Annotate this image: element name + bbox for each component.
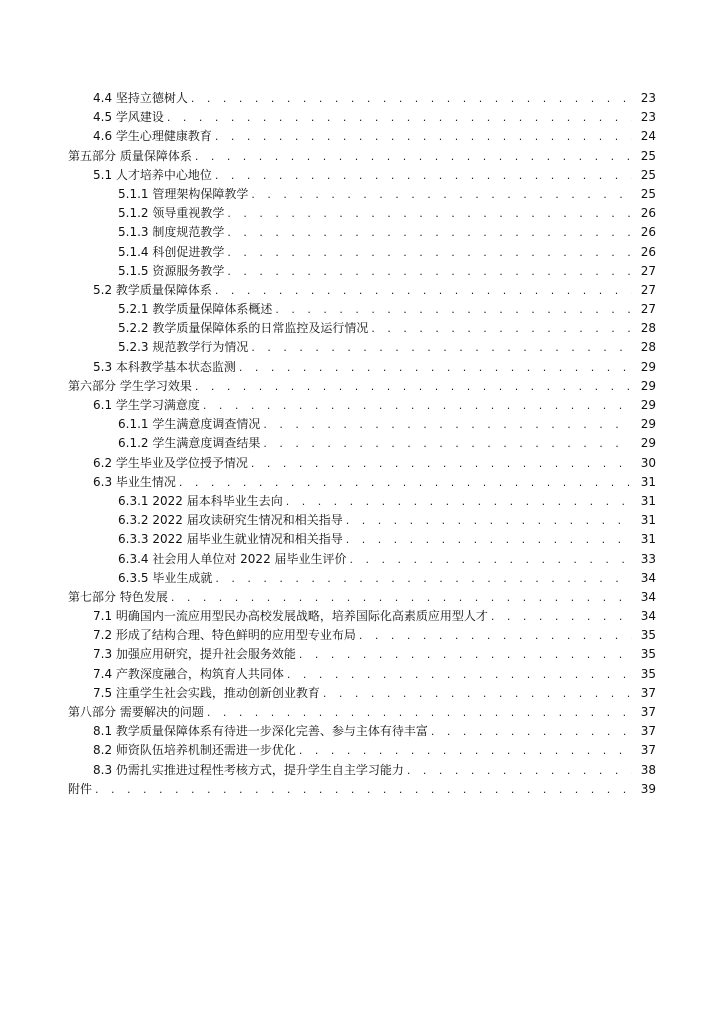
- toc-entry-title: 8.3 仍需扎实推进过程性考核方式，提升学生自主学习能力: [93, 762, 404, 777]
- toc-entry[interactable]: [68, 127, 656, 146]
- toc-entry[interactable]: [68, 377, 656, 396]
- toc-entry[interactable]: [68, 703, 656, 722]
- toc-entry[interactable]: [68, 166, 656, 185]
- toc-leader-dots: [179, 473, 632, 492]
- toc-entry-title: 6.3.5 毕业生成就: [118, 570, 213, 585]
- toc-entry-title: 5.1.3 制度规范教学: [118, 225, 225, 240]
- toc-leader-dots: [239, 358, 632, 377]
- toc-entry[interactable]: [68, 569, 656, 588]
- toc-entry-page-number: 35: [640, 628, 656, 643]
- toc-entry-page-number: 31: [640, 513, 656, 528]
- toc-entry[interactable]: [68, 454, 656, 473]
- toc-leader-dots: [203, 396, 632, 415]
- toc-entry-title: 6.1 学生学习满意度: [93, 398, 200, 412]
- toc-entry[interactable]: [68, 684, 656, 703]
- toc-entry[interactable]: [68, 223, 656, 242]
- toc-entry-page-number: 34: [640, 589, 656, 604]
- toc-entry[interactable]: [68, 319, 656, 338]
- toc-entry-title: 5.2.1 教学质量保障体系概述: [118, 302, 273, 317]
- toc-entry[interactable]: [68, 262, 656, 281]
- toc-entry-title: 5.2 教学质量保障体系: [93, 282, 212, 297]
- toc-entry[interactable]: [68, 108, 656, 127]
- toc-entry-title: 4.4 坚持立德树人: [93, 91, 188, 105]
- toc-entry-title: 7.4 产教深度融合，构筑育人共同体: [93, 666, 284, 681]
- toc-entry-title: 7.5 注重学生社会实践，推动创新创业教育: [93, 685, 320, 700]
- toc-entry[interactable]: [68, 281, 656, 300]
- toc-leader-dots: [215, 569, 632, 588]
- toc-entry-title: 6.1.2 学生满意度调查结果: [118, 436, 261, 451]
- toc-entry-page-number: 34: [640, 570, 656, 585]
- toc-leader-dots: [95, 780, 632, 799]
- toc-entry-page-number: 26: [640, 244, 656, 259]
- toc-leader-dots: [346, 511, 632, 530]
- toc-entry-title: 5.1.2 领导重视教学: [118, 206, 225, 221]
- toc-leader-dots: [346, 530, 632, 549]
- toc-entry-page-number: 39: [640, 781, 656, 796]
- toc-entry-page-number: 27: [640, 263, 656, 278]
- toc-entry-page-number: 27: [640, 282, 656, 297]
- toc-entry[interactable]: [68, 434, 656, 453]
- toc-entry-title: 6.3.2 2022 届攻读研究生情况和相关指导: [118, 513, 343, 528]
- toc-entry-page-number: 27: [640, 302, 656, 317]
- toc-entry-title: 7.1 明确国内一流应用型民办高校发展战略，培养国际化高素质应用型人才: [93, 609, 488, 624]
- toc-leader-dots: [227, 262, 632, 281]
- toc-entry-page-number: 33: [640, 551, 656, 566]
- toc-entry-page-number: 23: [640, 110, 656, 125]
- toc-leader-dots: [359, 626, 632, 645]
- toc-entry-page-number: 25: [640, 148, 656, 163]
- toc-entry[interactable]: [68, 358, 656, 377]
- table-of-contents: [68, 89, 656, 799]
- toc-entry-page-number: 29: [640, 378, 656, 393]
- toc-leader-dots: [491, 607, 632, 626]
- toc-entry-page-number: 35: [640, 647, 656, 662]
- toc-entry-title: 附件: [68, 781, 93, 796]
- toc-entry-title: 6.3 毕业生情况: [93, 474, 176, 489]
- toc-entry-page-number: 26: [640, 225, 656, 240]
- toc-leader-dots: [275, 300, 632, 319]
- toc-entry-page-number: 28: [640, 321, 656, 336]
- toc-entry-title: 7.3 加强应用研究，提升社会服务效能: [93, 647, 296, 662]
- toc-entry-title: 第七部分 特色发展: [68, 589, 168, 604]
- toc-entry-title: 5.2.2 教学质量保障体系的日常监控及运行情况: [118, 321, 369, 336]
- toc-leader-dots: [227, 243, 632, 262]
- toc-leader-dots: [215, 166, 632, 185]
- toc-leader-dots: [171, 588, 632, 607]
- toc-leader-dots: [195, 377, 632, 396]
- toc-entry-page-number: 31: [640, 474, 656, 489]
- toc-leader-dots: [263, 434, 632, 453]
- toc-leader-dots: [251, 338, 632, 357]
- toc-entry-page-number: 37: [640, 685, 656, 700]
- toc-leader-dots: [287, 665, 632, 684]
- toc-entry-title: 第五部分 质量保障体系: [68, 148, 192, 163]
- toc-entry[interactable]: [68, 607, 656, 626]
- toc-entry-title: 6.3.1 2022 届本科毕业生去向: [118, 493, 283, 508]
- toc-entry-title: 6.1.1 学生满意度调查情况: [118, 417, 261, 432]
- toc-leader-dots: [286, 492, 632, 511]
- toc-entry[interactable]: [68, 147, 656, 166]
- toc-entry[interactable]: [68, 300, 656, 319]
- toc-entry[interactable]: [68, 89, 656, 108]
- toc-entry[interactable]: [68, 550, 656, 569]
- toc-leader-dots: [215, 127, 632, 146]
- toc-entry-title: 第八部分 需要解决的问题: [68, 705, 204, 719]
- toc-entry[interactable]: [68, 741, 656, 760]
- toc-entry-title: 6.2 学生毕业及学位授予情况: [93, 455, 248, 470]
- toc-entry-page-number: 38: [640, 762, 656, 777]
- toc-entry[interactable]: [68, 722, 656, 741]
- toc-entry[interactable]: [68, 338, 656, 357]
- toc-entry[interactable]: [68, 761, 656, 780]
- toc-leader-dots: [227, 223, 632, 242]
- toc-leader-dots: [407, 761, 632, 780]
- toc-entry-page-number: 25: [640, 186, 656, 201]
- toc-entry-page-number: 37: [640, 724, 656, 739]
- toc-entry[interactable]: [68, 473, 656, 492]
- toc-entry-title: 5.1.5 资源服务教学: [118, 263, 225, 278]
- toc-entry-page-number: 29: [640, 417, 656, 432]
- toc-entry-page-number: 37: [640, 705, 656, 719]
- toc-entry-title: 5.1.1 管理架构保障教学: [118, 186, 249, 201]
- toc-entry-title: 5.2.3 规范教学行为情况: [118, 340, 249, 355]
- toc-leader-dots: [350, 550, 632, 569]
- toc-entry[interactable]: [68, 665, 656, 684]
- toc-leader-dots: [431, 722, 632, 741]
- toc-entry-title: 6.3.4 社会用人单位对 2022 届毕业生评价: [118, 551, 347, 566]
- toc-entry-page-number: 23: [640, 91, 656, 105]
- toc-entry-page-number: 29: [640, 398, 656, 412]
- toc-entry-page-number: 34: [640, 609, 656, 624]
- toc-entry-title: 5.1.4 科创促进教学: [118, 244, 225, 259]
- toc-leader-dots: [299, 741, 632, 760]
- toc-entry[interactable]: [68, 415, 656, 434]
- toc-leader-dots: [299, 645, 632, 664]
- toc-entry-title: 6.3.3 2022 届毕业生就业情况和相关指导: [118, 532, 343, 547]
- toc-entry-title: 8.2 师资队伍培养机制还需进一步优化: [93, 743, 296, 758]
- toc-entry-page-number: 30: [640, 455, 656, 470]
- toc-entry[interactable]: [68, 588, 656, 607]
- toc-entry[interactable]: [68, 530, 656, 549]
- toc-leader-dots: [263, 415, 632, 434]
- toc-entry-page-number: 35: [640, 666, 656, 681]
- toc-leader-dots: [191, 89, 632, 108]
- toc-entry[interactable]: [68, 780, 656, 799]
- toc-entry[interactable]: [68, 396, 656, 415]
- toc-entry-title: 5.3 本科教学基本状态监测: [93, 359, 236, 374]
- toc-entry-page-number: 26: [640, 206, 656, 221]
- toc-entry-page-number: 24: [640, 129, 656, 144]
- toc-leader-dots: [167, 108, 632, 127]
- toc-entry[interactable]: [68, 243, 656, 262]
- toc-leader-dots: [215, 281, 632, 300]
- toc-entry[interactable]: [68, 185, 656, 204]
- toc-entry[interactable]: [68, 511, 656, 530]
- toc-entry-title: 4.5 学风建设: [93, 110, 164, 125]
- toc-entry-title: 第六部分 学生学习效果: [68, 378, 192, 393]
- toc-entry[interactable]: [68, 626, 656, 645]
- toc-entry-page-number: 31: [640, 532, 656, 547]
- toc-entry-page-number: 25: [640, 167, 656, 182]
- toc-entry[interactable]: [68, 204, 656, 223]
- toc-entry[interactable]: [68, 492, 656, 511]
- toc-entry[interactable]: [68, 645, 656, 664]
- toc-entry-page-number: 29: [640, 359, 656, 374]
- toc-entry-page-number: 28: [640, 340, 656, 355]
- toc-entry-title: 4.6 学生心理健康教育: [93, 129, 212, 144]
- toc-entry-page-number: 31: [640, 493, 656, 508]
- toc-entry-page-number: 37: [640, 743, 656, 758]
- toc-leader-dots: [227, 204, 632, 223]
- toc-leader-dots: [207, 703, 632, 722]
- toc-entry-title: 7.2 形成了结构合理、特色鲜明的应用型专业布局: [93, 628, 356, 643]
- toc-leader-dots: [371, 319, 632, 338]
- toc-entry-title: 5.1 人才培养中心地位: [93, 167, 212, 182]
- toc-leader-dots: [251, 454, 632, 473]
- toc-entry-title: 8.1 教学质量保障体系有待进一步深化完善、参与主体有待丰富: [93, 724, 428, 739]
- toc-entry-page-number: 29: [640, 436, 656, 451]
- toc-leader-dots: [195, 147, 632, 166]
- toc-leader-dots: [323, 684, 632, 703]
- toc-leader-dots: [251, 185, 632, 204]
